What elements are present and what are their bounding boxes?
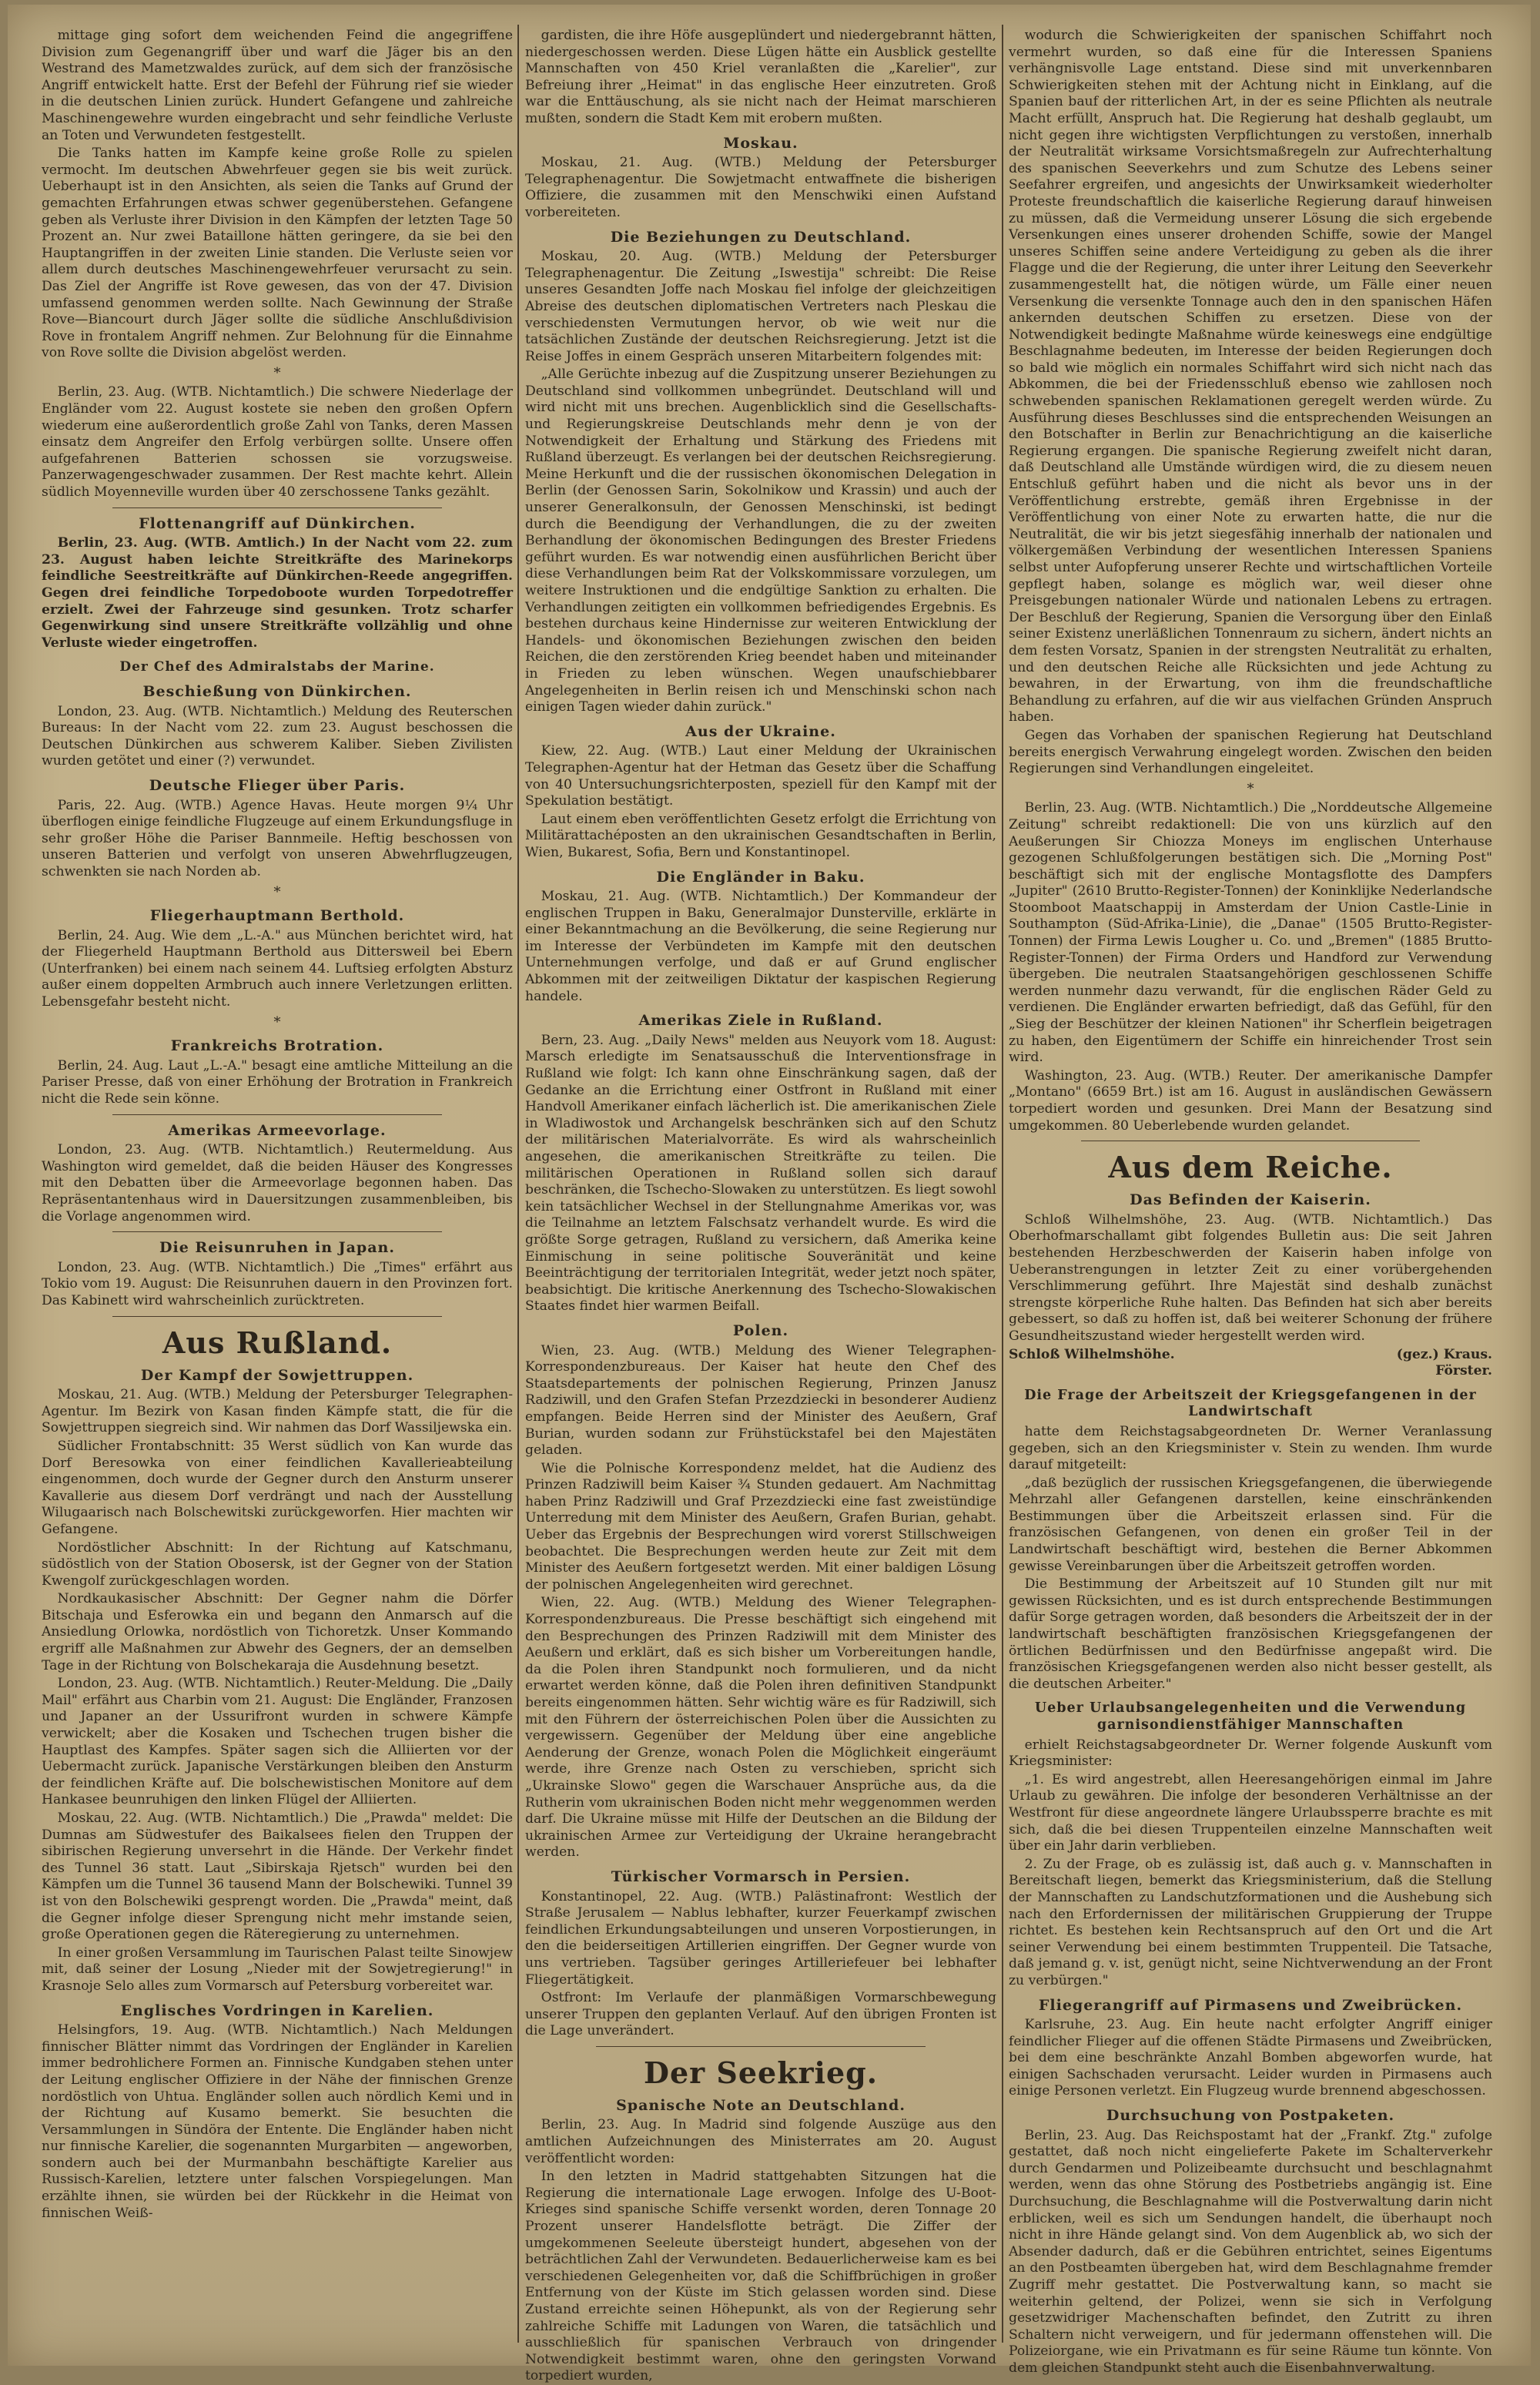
article-paragraph: Wien, 22. Aug. (WTB.) Meldung des Wiener Telegraphen-Korrespondenzbureaus. Die Presse beschäftigt sich eingehend mit den Besprechungen des Prinzen Radziwill mit dem Minister des Aeußern und erklärt, daß es sich bisher um Vorbereitungen handle, da die Polen ihren Standpunkt noch formulieren, und da nicht erwartet werden könne, daß die Polen ihren definitiven Standpunkt bereits eingenommen hätten. Sehr wichtig wäre es für Radziwill, sich mit den Führern der österreichischen Polen über die Aussichten zu vergewissern. Gegenüber der Meldung über eine angebliche Aenderung der Grenze, wonach Polen die Möglichkeit eingeräumt werde, ihre Grenze nach Osten zu verschieben, spricht sich „Ukrainske Slowo" gegen die Warschauer Ansprüche aus, da die Rutherin vom ukrainischen Boden nicht mehr weggenommen werden darf. Die Ukraine müsse mit Hilfe der Deutschen an die Bildung der ukrainischen Armee zur Verteidigung der Ukraine herangebracht werden. [525,1595,996,1861]
headline: Moskau. [723,134,798,152]
article-paragraph: wodurch die Schwierigkeiten der spanischen Schiffahrt noch vermehrt wurden, so daß eine für die Interessen Spaniens verhängnisvolle Lage entstand. Diese sind mit unverkennbaren Schwierigkeiten stehen mit der Achtung nicht in Einklang, auf die Spanien bauf der ritterlichen Art, in der es seine Pflichten als neutrale Macht erfüllt, Anspruch hat. Die Regierung hat deshalb geglaubt, um nicht gegen ihre wichtigsten Verpflichtungen zu verstoßen, innerhalb der Neutralität wirksame Vorsichtsmaßregeln zur Aufrechterhaltung des spanischen Seeverkehrs und zum Schutze des Lebens seiner Seefahrer ergreifen, und angesichts der Unwirksamkeit wiederholter Proteste freundschaftlich die kaiserliche Regierung darauf hinweisen zu müssen, daß die Vermeidung unserer Lösung die sich ergebende Versenkungen eines unserer drohenden Schiffe, sowie der Mangel unseres Schiffen seine andere Verteidigung zu geben als die ihrer Flagge und die der Regierung, die unter ihrer Leitung den Seeverkehr zusammengestellt hat, die nötigen würde, um Fälle einer neuen Versenkung die versenkte Tonnage auch den in den spanischen Häfen ankernden deutschen Schiffen zu ersetzen. Diese von der Notwendigkeit bedingte Maßnahme würde keineswegs eine endgültige Beschlagnahme bedeuten, im Interesse der beiden Regierungen doch so bald wie möglich ein normales Schiffahrt wird sich nicht nach das Abkommen, die bei der Friedensschluß ebenso wie zahllosen noch schwebenden spanischen Reklamationen geregelt werden würde. Zu Ausführung dieses Beschlusses sind die entsprechenden Weisungen an den Botschafter in Berlin zur Benachrichtigung an die kaiserliche Regierung ergangen. Die spanische Regierung zweifelt nicht daran, daß Deutschland alle Umstände würdigen wird, die zu diesem neuen Entschluß geführt haben und die nicht als bevor uns in der Veröffentlichung erstrebte, gemäß ihren Ergebnisse in der Veröffentlichung von einer Note zu erwarten hatte, die nur die Neutralität, die wir bis jetzt siegesfähig innerhalb der nationalen und völkergemäßen Verbindung der wesentlichen Interessen Spaniens selbst unter Aufopferung unserer Rechte und wirtschaftlichen Vorteile gepflegt haben, solange es möglich war, weil dieser ohne Preisgebungen nationaler Würde und nationalen Lebens zu ertragen. Der Beschluß der Regierung, Spanien die Versorgung über den Einlaß seiner Existenz unerläßlichen Tonnenraum zu sichern, ändert nichts an dem festen Vorsatz, Spanien in der strengsten Neutralität zu erhalten, und den deutschen Reiche alle Rücksichten und jede Achtung zu bewahren, in der Erwartung, von ihm die freundschaftliche Behandlung zu erfahren, auf die wir aus vielfachen Gründen Anspruch haben. [1009,28,1492,725]
separator-star: * [273,364,281,381]
headline: Die Beziehungen zu Deutschland. [610,228,912,246]
article-paragraph: „daß bezüglich der russischen Kriegsgefangenen, die überwiegende Mehrzahl aller Gefangenen darstellen, keine einschränkenden Bestimmungen über die Arbeitszeit erlassen sind. Für die französischen Gefangenen, von denen ein großer Teil in der Landwirtschaft beschäftigt wird, bestehen die Berner Abkommen gewisse Vereinbarungen über die Arbeitszeit getroffen worden. [1009,1475,1492,1574]
newspaper-page [8,5,1531,2384]
article-paragraph: Berlin, 23. Aug. In Madrid sind folgende Auszüge aus den amtlichen Aufzeichnungen des Ministerrates am 20. August veröffentlicht worden: [525,2117,996,2166]
section-heading: Der Seekrieg. [644,2055,878,2090]
divider [112,1114,442,1115]
article-paragraph: Nordöstlicher Abschnitt: In der Richtung auf Katschmanu, südöstlich von der Station Obosersk, ist der Gegner von der Station Kwengolf zurückgeschlagen worden. [42,1539,513,1589]
headline: Türkischer Vormarsch in Persien. [611,1867,911,1885]
article-paragraph: In den letzten in Madrid stattgehabten Sitzungen hat die Regierung die internationale Lage erwogen. Infolge des U-Boot-Krieges sind spanische Schiffe versenkt worden, deren Tonnage 20 Prozent unserer Handelsflotte beträgt. Die Ziffer der umgekommenen Seeleute übersteigt hundert, abgesehen von der beträchtlichen Zahl der Verwundeten. Bedauerlicherweise kam es bei verschiedenen Gelegenheiten vor, daß die Schiffbrüchigen in großer Entfernung von der Küste im Stich gelassen worden sind. Diese Zustand erreichte seinen Höhepunkt, als von der Regierung sehr zahlreiche Schiffe mit Ladungen von Waren, die tatsächlich und ausschließlich für spanischen Verbrauch von dringender Notwendigkeit bestimmt waren, ohne den geringsten Vorwand torpediert wurden, [525,2169,996,2384]
headline: Das Befinden der Kaiserin. [1130,1191,1371,1209]
article-paragraph: Karlsruhe, 23. Aug. Ein heute nacht erfolgter Angriff einiger feindlicher Flieger auf die offenen Städte Pirmasens und Zweibrücken, bei dem eine beschränkte Anzahl Bomben abgeworfen wurde, hat einigen Sachschaden verursacht. Leider wurden in Pirmasens auch einige Personen verletzt. Ein Flugzeug wurde brennend abgeschossen. [1009,2017,1492,2099]
article-paragraph: Moskau, 20. Aug. (WTB.) Meldung der Petersburger Telegraphenagentur. Die Zeitung „Iswestija" schreibt: Die Reise unseres Gesandten Joffe nach Moskau fiel infolge der gleichzeitigen Abreise des deutschen diplomatischen Vertreters nach Pleskau die verschiedensten Vermutungen hervor, ob wie weit nur die tatsächlichen Zustände der deutschen Reichsregierung. Jetzt ist die Reise Joffes in einem Gespräch unseren Mitarbeitern folgendes mit: [525,249,996,364]
article-paragraph: Bern, 23. Aug. „Daily News" melden aus Neuyork vom 18. August: Marsch erledigte im Senatsausschuß die Interventionsfrage in Rußland wie folgt: Ich kann ohne Einschränkung sagen, daß der Gedanke an die Errichtung einer Ostfront in Rußland mit einer Handvoll Amerikaner einfach lächerlich ist. Die amerikanischen Ziele in Wladiwostok und Archangelsk beschränken sich auf den Schutz der militärischen Materialvorräte. Es wird als wahrscheinlich angesehen, die amerikanischen Streitkräfte zu teilen. Die militärischen Operationen in Rußland sollen sich darauf beschränken, die Tschecho-Slowaken zu unterstützen. Es liegt sowohl kein tatsächlicher Wechsel in der Stellungnahme Amerikas vor, was die Teilnahme an letztem Falschsatz verhandelt wurde. Es wird die größte Sorge getragen, Rußland zu versichern, daß Amerika keine Einmischung in seine politische Souveränität und keine Beeinträchtigung der territorialen Integrität, weder jetzt noch später, beabsichtigt. Die kritische Anerkennung des Tschecho-Slowakischen Staates findet hier warmen Beifall. [525,1032,996,1315]
article-paragraph: Wie die Polnische Korrespondenz meldet, hat die Audienz des Prinzen Radziwill beim Kaiser ¾ Stunden gedauert. Am Nachmittag haben Prinz Radziwill und Graf Przezdziecki eine fast zweistündige Unterredung mit dem Minister des Aeußern, Grafen Burian, gehabt. Ueber das Ergebnis der Besprechungen wird vorerst Stillschweigen beobachtet. Die Besprechungen werden heute zur Zeit mit dem Minister des Aeußern fortgesetzt werden. Mit einer baldigen Lösung der polnischen Angelegenheiten wird gerechnet. [525,1460,996,1593]
article-paragraph: London, 23. Aug. (WTB. Nichtamtlich.) Reuter-Meldung. Die „Daily Mail" erfährt aus Charbin vom 21. August: Die Engländer, Franzosen und Japaner an der Ussurifront wurden in schwere Kämpfe verwickelt; aber die Kosaken und Tschechen trugen bisher die Hauptlast des Kampfes. Später sagen sich die Alliierten vor der Uebermacht zurück. Japanische Verstärkungen bleiben den Ansturm der feindlichen Kräfte auf. Die bolschewistischen Monitore auf dem Hankasee beunruhigen den linken Flügel der Alliierten. [42,1676,513,1808]
separator-star: * [273,1013,281,1030]
headline: Fliegerhauptmann Berthold. [149,907,405,925]
article-paragraph: In einer großen Versammlung im Taurischen Palast teilte Sinowjew mit, daß seiner der Losung „Nieder mit der Sowjetregierung!" in Krasnoje Selo alles zum Vormarsch auf Petersburg vorbereitet war. [42,1945,513,1994]
headline: Die Reisunruhen in Japan. [159,1239,395,1257]
headline: Beschießung von Dünkirchen. [142,682,412,700]
headline: Spanische Note an Deutschland. [616,2096,906,2114]
signature-name: Förster. [1435,1363,1492,1379]
headline: Amerikas Ziele in Rußland. [638,1012,883,1030]
article-paragraph: Laut einem eben veröffentlichten Gesetz erfolgt die Errichtung von Militärattachéposten an den ukrainischen Gesandtschaften in Berlin, Wien, Bukarest, Sofia, Bern und Konstantinopel. [525,811,996,860]
separator-star: * [273,883,281,900]
headline: Fliegerangriff auf Pirmasens und Zweibrücken. [1038,1996,1463,2014]
article-paragraph: Gegen das Vorhaben der spanischen Regierung hat Deutschland bereits energisch Verwahrung eingelegt worden. Zwischen den beiden Regierungen sind Verhandlungen eingeleitet. [1009,727,1492,777]
headline: Die Frage der Arbeitszeit der Kriegsgefangenen in der Landwirtschaft [1024,1387,1477,1420]
article-paragraph: London, 23. Aug. (WTB. Nichtamtlich.) Reutermeldung. Aus Washington wird gemeldet, daß die beiden Häuser des Kongresses mit den Debatten über die Armeevorlage begonnen haben. Das Repräsentantenhaus wird in Dauersitzungen zusammenbleiben, bis die Vorlage angenommen wird. [42,1142,513,1224]
article-paragraph: Berlin, 23. Aug. Das Reichspostamt hat der „Frankf. Ztg." zufolge gestattet, daß noch nicht eingelieferte Pakete im Schalterverkehr durch Gendarmen und Polizeibeamte durchsucht und beschlagnahmt werden, wenn das ohne Störung des Postbetriebs angängig ist. Eine Durchsuchung, die Beschlagnahme will die Postverwaltung darin nicht erblicken, weil es sich um Sendungen handelt, die überhaupt noch nicht in ihre Hände gelangt sind. Von dem Augenblick ab, wo sich der Absender dadurch, daß er die Gebühren entrichtet, seines Eigentums an den Postbeamten übergeben hat, wird dem Beschlagnahme fremder Zugriff mehr gestattet. Die Postverwaltung kann, so macht sie weiterhin geltend, der Polizei, wenn sie sich in Verfolgung gesetzwidriger Machenschaften befindet, den Zutritt zu ihren Schaltern nicht verweigern, und für jedermann offenstehen will. Die Polizeiorgane, wie ein Privatmann es für seine Räume tun könnte. Von dem gleichen Standpunkt steht auch die Eisenbahnverwaltung. [1009,2127,1492,2376]
headline: Ueber Urlaubsangelegenheiten und die Verwendung garnisondienstfähiger Mannschaften [1034,1700,1467,1733]
signature-block [1009,1347,1492,1364]
headline: Amerikas Armeevorlage. [168,1121,387,1139]
separator-star: * [1247,780,1254,797]
signature-name: (gez.) Kraus. [1396,1346,1492,1362]
article-paragraph: London, 23. Aug. (WTB. Nichtamtlich.) Die „Times" erfährt aus Tokio vom 19. August: Die Reisunruhen dauern in den Provinzen fort. Das Kabinett wird wahrscheinlich zurücktreten. [42,1259,513,1308]
headline: Aus der Ukraine. [685,722,836,740]
article-paragraph: Schloß Wilhelmshöhe, 23. Aug. (WTB. Nichtamtlich.) Das Oberhofmarschallamt gibt folgendes Bulletin aus: Die seit Jahren bestehenden Herzbeschwerden der Kaiserin haben infolge von Ueberanstrengungen in letzter Zeit zu einer vorübergehenden Verschlimmerung geführt. Ihre Majestät sind deshalb zunächst strengste körperliche Ruhe halten. Das Befinden hat sich aber bereits gebessert, so daß zu hoffen ist, daß bei weiterer Schonung der frühere Gesundheitszustand wieder hergestellt werden wird. [1009,1211,1492,1344]
headline: Durchsuchung von Postpaketen. [1106,2107,1395,2125]
article-paragraph: Washington, 23. Aug. (WTB.) Reuter. Der amerikanische Dampfer „Montano" (6659 Brt.) ist am 16. August in ausländischen Gewässern torpediert worden und gesunken. Drei Mann der Besatzung sind umgekommen. 80 Ueberlebende wurden gelandet. [1009,1067,1492,1134]
article-paragraph: Berlin, 23. Aug. (WTB. Nichtamtlich.) Die „Norddeutsche Allgemeine Zeitung" schreibt redaktionell: Die von uns kürzlich auf den Aeußerungen Sir Chiozza Moneys im englischen Unterhause gezogenen Schlußfolgerungen bestätigen sich. Die „Morning Post" beschäftigt sich mit der englische Montagsflotte des Dampfers „Jupiter" (2610 Brutto-Register-Tonnen) der Koninklijke Nederlandsche Stoomboot Maatschappij in Amsterdam der Union Castle-Linie in Southampton (Süd-Afrika-Linie), die „Danae" (1505 Brutto-Register-Tonnen) der Firma Lewis Lougher u. Co. und „Bremen" (1885 Brutto-Register-Tonnen) der Firma Orders und Handford zur Verwendung übergeben. Die neutralen Staatsangehörigen geschlossenen Schiffe werden nunmehr dazu verwandt, für die englischen Räder Geld zu verdienen. Die Engländer erwarten befriedigt, daß das Gefühl, für den „Sieg der Beschützer der kleinen Nationen" ihr Scherflein beigetragen zu haben, den Eigentümern der Schiffe ein hinreichender Trost sein wird. [1009,800,1492,1066]
column-rule [1002,25,1003,2343]
article-paragraph: Moskau, 21. Aug. (WTB.) Meldung der Petersburger Telegraphen-Agentur. Im Bezirk von Kasan finden Kämpfe statt, die für die Sowjettruppen siegreich sind. Wir nahmen das Dorf Wassiljewska ein. [42,1387,513,1436]
article-paragraph: Moskau, 22. Aug. (WTB. Nichtamtlich.) Die „Prawda" meldet: Die Dumnas am Südwestufer des Baikalsees fielen den Truppen der sibirischen Regierung unversehrt in die Hände. Der Verkehr findet des Tunnel 36 statt. Laut „Sibirskaja Rjetsch" wurden bei den Kämpfen um die Tunnel 36 tausend Mann der Bolschewiki. Tunnel 39 ist von den Bolschewiki gesprengt worden. Die „Prawda" meint, daß die Gegner infolge dieser Sprengung nicht mehr imstande seien, große Operationen gegen die Räteregierung zu unternehmen. [42,1811,513,1943]
headline: Der Kampf der Sowjettruppen. [140,1366,414,1384]
column-3 [1009,28,1492,2376]
article-paragraph: „Alle Gerüchte inbezug auf die Zuspitzung unserer Beziehungen zu Deutschland sind vollkommen unbegründet. Deutschland will und wird nicht mit uns brechen. Augenblicklich sind die Gesellschafts- und Regierungskreise Deutschlands mehr denn je von der Notwendigkeit der Erhaltung und Stärkung des Friedens mit Rußland überzeugt. Es verlangen bei der deutschen Reichsregierung. Meine Herkunft und die der russischen ökonomischen Delegation in Berlin (der Genossen Sarin, Sokolnikow und Krassin) und auch der unserer Generalkonsuln, der Genossen Menschinski, ist bedingt durch die Beendigung der Verhandlungen, die zu der zweiten Berhandlung der ökonomischen Bedingungen des Brester Friedens geführt wurden. Es war notwendig einen ausführlichen Bericht über diese Verhandlungen beim Rat der Volkskommissare vorzulegen, um weitere Instruktionen und die endgültige Sanktion zu erhalten. Die Verhandlungen zeitigten ein vollkommen befriedigendes Ergebnis. Es bestehen durchaus keine Hindernisse zur weiteren Entwicklung der Handels- und ökonomischen Beziehungen zwischen den beiden Reichen, die den zerstörenden Krieg beendet haben und miteinander in Frieden zu leben wünschen. Wegen unaufschiebbarer Angelegenheiten in Berlin reisen ich und Menschinski schon nach einigen Tagen wieder dahin zurück." [525,367,996,715]
divider [112,507,442,508]
article-paragraph: Kiew, 22. Aug. (WTB.) Laut einer Meldung der Ukrainischen Telegraphen-Agentur hat der Hetman das Gesetz über die Schaffung von 40 Untersuchungsrichterposten, speziell für den Kampf mit der Spekulation bestätigt. [525,743,996,809]
article-paragraph: Paris, 22. Aug. (WTB.) Agence Havas. Heute morgen 9¼ Uhr überflogen einige feindliche Flugzeuge auf einem Erkundungsfluge in sehr großer Höhe die Pariser Bannmeile. Heftig beschossen von unseren Batterien und verfolgt von unseren Abwehrflugzeugen, schwenkten sie nach Norden ab. [42,797,513,879]
article-paragraph: Südlicher Frontabschnitt: 35 Werst südlich von Kan wurde das Dorf Beresowka von einer feindlichen Kavallerieabteilung eingenommen, doch wurde der Gegner durch den Ansturm unserer Kavallerie aus diesem Dorf verdrängt und nach der Ausstellung Wilugaarisch nach Bolschewitski zurückgeworfen. Hier machten wir Gefangene. [42,1438,513,1537]
article-paragraph: „1. Es wird angestrebt, allen Heeresangehörigen einmal im Jahre Urlaub zu gewähren. Die infolge der besonderen Verhältnisse an der Westfront für diese angeordnete längere Urlaubssperre brachte es mit sich, daß die bei diesen Truppenteilen einzelne Mannschaften weit über ein Jahr darin verblieben. [1009,1771,1492,1854]
column-2 [525,28,996,2384]
article-paragraph: gardisten, die ihre Höfe ausgeplündert und niedergebrannt hätten, niedergeschossen werden. Diese Lügen hätte ein Ausblick gestellte Mannschaften von 450 Kriel veranlaßten die „Karelier", zur Befreiung ihrer „Heimat" in das englische Heer einzutreten. Groß war die Enttäuschung, als sie nicht nach der Heimat marschieren mußten, sondern die Stadt Kem mit erobern mußten. [525,28,996,126]
article-paragraph: Die Tanks hatten im Kampfe keine große Rolle zu spielen vermocht. Im deutschen Abwehrfeuer gegen sie bis weit zurück. Ueberhaupt ist in den Ansichten, als seien die Tanks auf Grund der gemachten Erfahrungen etwas schwer gegenüberstehen. Gefangene geben als Verluste ihrer Division in den Kämpfen der letzten Tage 50 Prozent an. Nur zwei Bataillone hätten geringere, da sie bei den Hauptangriffen in der zweiten Linie standen. Die Verluste seien vor allem durch deutsches Maschinengewehrfeuer verursacht zu sein. Das Ziel der Angriffe ist Rove gewesen, das von der 47. Division umfassend genommen werden sollte. Nach Gewinnung der Straße Rove—Biancourt durch Jäger sollte die südliche Anschlußdivision Rove in frontalem Angriff nehmen. Zur Belohnung für die Einnahme von Rove sollte die Division abgelöst werden. [42,146,513,361]
column-rule [517,25,519,2343]
article-paragraph: Die Bestimmung der Arbeitszeit auf 10 Stunden gilt nur mit gewissen Rücksichten, und es ist durch entsprechende Bestimmungen dafür Sorge getragen worden, daß besonders die Arbeitszeit der in der landwirtschaft beschäftigten französischen Kriegsgefangenen der örtlichen Bedürfnissen und den Bedürfnisse angepaßt wird. Die französischen Kriegsgefangenen werden also nicht besser gestellt, als die deutschen Arbeiter." [1009,1576,1492,1692]
article-paragraph: Nordkaukasischer Abschnitt: Der Gegner nahm die Dörfer Bitschaja und Esferowka ein und begann den Anmarsch auf die Ansiedlung Orlowka, nordöstlich von Tichoretzk. Unser Kommando ergriff alle Maßnahmen zur Abwehr des Gegners, der an demselben Tage in der Richtung von Bolschekaraja die Ausdehnung besetzt. [42,1591,513,1673]
column-1 [42,28,513,2350]
article-paragraph: Konstantinopel, 22. Aug. (WTB.) Palästinafront: Westlich der Straße Jerusalem — Nablus lebhafter, kurzer Feuerkampf zwischen feindlichen Erkundungsabteilungen und unseren Vorpostierungen, in den die beiderseitigen Artillerien eingriffen. Der Gegner wurde von uns vertrieben. Tagsüber geringes Artilleriefeuer bei lebhafter Fliegertätigkeit. [525,1888,996,1988]
article-paragraph: Wien, 23. Aug. (WTB.) Meldung des Wiener Telegraphen-Korrespondenzbureaus. Der Kaiser hat heute den Chef des Staatsdepartements der polnischen Regierung, Prinzen Janusz Radziwill, und den Grafen Stefan Przezdziecki in besonderer Audienz empfangen. Beide Herren sind der Minister des Aeußern, Graf Burian, wurden sodann zur Frühstückstafel bei den Majestäten geladen. [525,1342,996,1459]
signature: Der Chef des Admiralstabs der Marine. [119,659,435,675]
article-paragraph: Moskau, 21. Aug. (WTB.) Meldung der Petersburger Telegraphenagentur. Die Sowjetmacht entwaffnete die bisherigen Offiziere, die zusammen mit den Menschwiki einen Aufstand vorbereiteten. [525,155,996,220]
article-paragraph: 2. Zu der Frage, ob es zulässig ist, daß auch g. v. Mannschaften in Bereitschaft liegen, bemerkt das Kriegsministerium, daß die Stellung der Mannschaften zu Landschutzformationen und die Aushebung sich nach den Erfordernissen der militärischen Gruppierung der Truppe richtet. Es bestehen kein Rechtsanspruch auf den Ort und die Art seiner Verwendung bei einem bestimmten Truppenteil. Die Tatsache, daß jemand g. v. ist, genügt nicht, seine Nichtverwendung an der Front zu verbürgen." [1009,1856,1492,1988]
signature-place: Schloß Wilhelmshöhe. [1009,1346,1175,1362]
headline: Deutsche Flieger über Paris. [149,776,406,794]
article-paragraph: Berlin, 23. Aug. (WTB. Nichtamtlich.) Die schwere Niederlage der Engländer vom 22. August kostete sie neben den großen Opfern wiederum eine außerordentlich große Zahl von Tanks, deren Massen einsatz dem Angreifer den Erfolg verbürgen sollte. Unsere offen aufgefahrenen Batterien schossen sie vorzugsweise. Panzerwagengeschwader zusammen. Der Rest machte kehrt. Allein südlich Moyenneville wurden über 40 zerschossene Tanks gezählt. [42,384,513,501]
article-paragraph: Berlin, 24. Aug. Laut „L.-A." besagt eine amtliche Mitteilung an die Pariser Presse, daß von einer Erhöhung der Brotration in Frankreich nicht die Rede sein könne. [42,1057,513,1107]
headline: Flottenangriff auf Dünkirchen. [139,514,416,532]
headline: Frankreichs Brotration. [170,1037,384,1055]
section-heading: Aus dem Reiche. [1108,1150,1393,1185]
headline: Die Engländer in Baku. [656,868,865,886]
article-paragraph: erhielt Reichstagsabgeordneter Dr. Werner folgende Auskunft vom Kriegsminister: [1009,1737,1492,1770]
article-paragraph: mittage ging sofort dem weichenden Feind die angegriffene Division zum Gegenangriff über und warf die Jäger bis an den Westrand des Mametzwaldes zurück, auf dem sich der französische Angriff entwickelt hatte. Erst der Befehl der Führung rief sie wieder in die deutschen Linien zurück. Hundert Gefangene und zahlreiche Maschinengewehre wurden eingebracht und sehr feindliche Verluste an Toten und Verwundeten festgestellt. [42,28,513,143]
divider [112,1316,442,1317]
divider [112,1231,442,1232]
article-paragraph: London, 23. Aug. (WTB. Nichtamtlich.) Meldung des Reuterschen Bureaus: In der Nacht vom 22. zum 23. August beschossen die Deutschen Dünkirchen aus schwerem Kaliber. Sieben Zivilisten wurden getötet und einer (?) verwundet. [42,703,513,769]
article-paragraph: hatte dem Reichstagsabgeordneten Dr. Werner Veranlassung gegeben, sich an den Kriegsminister v. Stein zu wenden. Ihm wurde darauf mitgeteilt: [1009,1423,1492,1473]
headline: Polen. [732,1321,789,1339]
divider [596,2046,926,2047]
article-paragraph: Helsingfors, 19. Aug. (WTB. Nichtamtlich.) Nach Meldungen finnischer Blätter nimmt das Vordringen der Engländer in Karelien immer bedrohlichere Formen an. Finnische Kundgaben stehen unter der Leitung englischer Offiziere in der Nähe der finnischen Grenze nordöstlich von Uhtua. Engländer sollen auch nördlich Kemi und in der Richtung auf Kusamo bemerkt. Sie besuchten die Versammlungen in Sündöra der Entente. Die Engländer haben nicht nur finnische Karelier, die sogenannten Murgarbiten — angeworben, sondern auch bei der Murmanbahn beschäftigte Karelier aus Russisch-Karelien, letztere unter falschen Vorspiegelungen. Man erzählte ihnen, sie würden bei der Rückkehr in die Heimat von finnischen Weiß- [42,2022,513,2221]
article-paragraph: Ostfront: Im Verlaufe der planmäßigen Vormarschbewegung unserer Truppen den geplanten Verlauf. Auf den übrigen Fronten ist die Lage unverändert. [525,1990,996,2039]
headline: Englisches Vordringen in Karelien. [120,2001,434,2019]
article-paragraph: Berlin, 23. Aug. (WTB. Amtlich.) In der Nacht vom 22. zum 23. August haben leichte Streitkräfte des Marinekorps feindliche Seestreitkräfte auf Dünkirchen-Reede angegriffen. Gegen drei feindliche Torpedoboote wurden Torpedotreffer erzielt. Zwei der Fahrzeuge sind gesunken. Trotz scharfer Gegenwirkung sind unsere Streitkräfte vollzählig und ohne Verluste wieder eingetroffen. [42,535,513,651]
article-paragraph: Berlin, 24. Aug. Wie dem „L.-A." aus München berichtet wird, hat der Fliegerheld Hauptmann Berthold aus Dittersweil bei Ebern (Unterfranken) bei einem nach seinem 44. Luftsieg erfolgten Absturz außer einem doppelten Armbruch auch innere Verletzungen erlitten. Lebensgefahr besteht nicht. [42,927,513,1010]
section-heading: Aus Rußland. [162,1325,393,1360]
article-paragraph: Moskau, 21. Aug. (WTB. Nichtamtlich.) Der Kommandeur der englischen Truppen in Baku, Generalmajor Dunsterville, erklärte in einer Bekanntmachung an die Bevölkerung, die seine Regierung nur im Interesse der Verbündeten im Kampfe mit den deutschen Unternehmungen verfolge, und daß er auf Grund englischer Abkommen mit der zeitweiligen Diktatur der kaspischen Regierung handele. [525,889,996,1004]
